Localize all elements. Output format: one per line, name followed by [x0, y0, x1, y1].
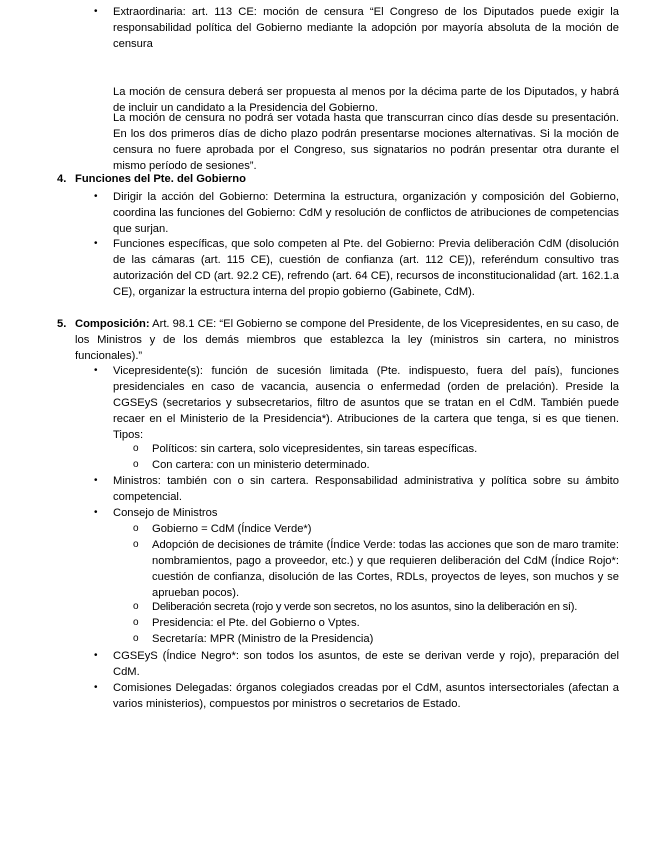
- bullet-icon: •: [94, 238, 98, 249]
- section-4-item-2: Funciones específicas, que solo competen al Pte. del Gobierno: Previa deliberación CdM (disolución de las cámaras (art. 115 CE), cuestión de confianza (art. 112 CE)), referéndum consultivo tras autorización del CD (art. 92.2 CE), refrendo (art. 64 CE), recursos de inconstitucionalidad (art. 162.1.a CE), organizar la estructura interna del propio gobierno (Gabinete, CdM).: [113, 238, 619, 298]
- bullet-icon: •: [94, 507, 98, 518]
- bullet-icon: •: [94, 6, 98, 17]
- vicepresidente-paragraph: Vicepresidente(s): función de sucesión limitada (Pte. indispuesto, fuera del país), funciones presidenciales en caso de vacancia, ausencia o enfermedad (orden de prelación). Preside la CGSEyS (secretarios y subsecretarios, filtro de asuntos que se tratan en el CdM. También puede recaer en el Ministerio de la Presidencia*). Atribuciones de la cartera que tenga, si es que tienen. Tipos:: [113, 365, 619, 441]
- vice-type-con-cartera: Con cartera: con un ministerio determinado.: [152, 459, 370, 471]
- consejo-item-adopcion: Adopción de decisiones de trámite (Índice Verde: todas las acciones que son de maro tramite: nombramientos, pago a proveedor, etc.) y que requieren deliberación del CdM (Índice Rojo*: cuestión de confianza, disolución de las Cortes, RDLs, proyectos de leyes, son muchos y se aprueban pocos).: [152, 539, 619, 599]
- consejo-item-gobierno: Gobierno = CdM (Índice Verde*): [152, 523, 312, 535]
- section-4-item-1: Dirigir la acción del Gobierno: Determina la estructura, organización y composición del Gobierno, coordina las funciones del Gobierno: CdM y resolución de conflictos de atribuciones de competencias que surjan.: [113, 191, 619, 235]
- cgseys-paragraph: CGSEyS (Índice Negro*: son todos los asuntos, de este se derivan verde y rojo), preparación del CdM.: [113, 650, 619, 678]
- section-5-number: 5.: [57, 318, 67, 330]
- hollow-bullet-icon: o: [133, 523, 139, 534]
- section-5-intro: [75, 316, 619, 364]
- section-5-heading: Composición:: [75, 318, 150, 330]
- censura-paragraph-3: La moción de censura no podrá ser votada hasta que transcurran cinco días desde su presentación. En los dos primeros días de dicho plazo podrán presentarse mociones alternativas. Si la moción de censura no fuere aprobada por el Congreso, sus signatarios no podrán presentar otra durante el mismo período de sesiones”.: [113, 112, 619, 172]
- section-4-number: 4.: [57, 173, 67, 185]
- hollow-bullet-icon: o: [133, 443, 139, 454]
- consejo-item-deliberacion: Deliberación secreta (rojo y verde son secretos, no los asuntos, sino la deliberación en sí).: [152, 601, 578, 613]
- extraordinaria-paragraph: Extraordinaria: art. 113 CE: moción de censura “El Congreso de los Diputados puede exigir la responsabilidad política del Gobierno mediante la adopción por mayoría absoluta de la moción de censura: [113, 6, 619, 50]
- vice-type-politicos: Políticos: sin cartera, solo vicepresidentes, sin tareas específicas.: [152, 443, 478, 455]
- section-4-heading: Funciones del Pte. del Gobierno: [75, 173, 246, 185]
- bullet-icon: •: [94, 682, 98, 693]
- bullet-icon: •: [94, 650, 98, 661]
- bullet-icon: •: [94, 365, 98, 376]
- hollow-bullet-icon: o: [133, 617, 139, 628]
- comisiones-paragraph: Comisiones Delegadas: órganos colegiados creadas por el CdM, asuntos intersectoriales (afectan a varios ministerios), compuestos por ministros o secretarios de Estado.: [113, 682, 619, 710]
- hollow-bullet-icon: o: [133, 601, 139, 612]
- hollow-bullet-icon: o: [133, 459, 139, 470]
- hollow-bullet-icon: o: [133, 539, 139, 550]
- censura-paragraph-2: La moción de censura deberá ser propuesta al menos por la décima parte de los Diputados, y habrá de incluir un candidato a la Presidencia del Gobierno.: [113, 86, 619, 114]
- bullet-icon: •: [94, 475, 98, 486]
- consejo-heading: Consejo de Ministros: [113, 507, 218, 519]
- ministros-paragraph: Ministros: también con o sin cartera. Responsabilidad administrativa y política sobre su ámbito competencial.: [113, 475, 619, 503]
- section-5-intro-text: Art. 98.1 CE: “El Gobierno se compone del Presidente, de los Vicepresidentes, en su caso, de los Ministros y de los demás miembros que establezca la ley (ministros sin cartera, no ministros funcionales).”: [75, 318, 619, 362]
- consejo-item-presidencia: Presidencia: el Pte. del Gobierno o Vptes.: [152, 617, 360, 629]
- hollow-bullet-icon: o: [133, 633, 139, 644]
- consejo-item-secretaria: Secretaría: MPR (Ministro de la Presidencia): [152, 633, 374, 645]
- bullet-icon: •: [94, 191, 98, 202]
